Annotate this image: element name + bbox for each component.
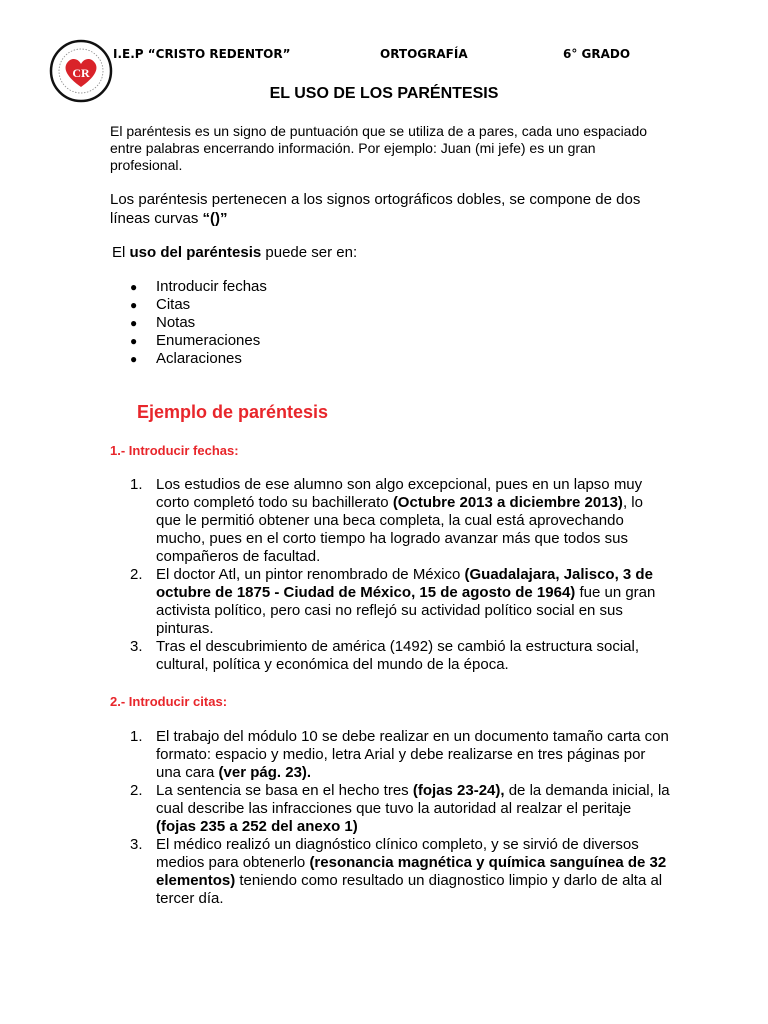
bullet-icon: ● <box>130 352 138 366</box>
list-item-text: La sentencia se basa en el hecho tres <box>156 782 413 799</box>
list-item <box>130 782 670 836</box>
list-item-label: Enumeraciones <box>156 332 261 349</box>
list-item-number: 1. <box>130 728 143 745</box>
list-item-bold-text: (ver pág. 23). <box>218 764 312 781</box>
list-item-bold-text: (fojas 235 a 252 del anexo 1) <box>156 818 358 835</box>
list-item <box>130 476 670 566</box>
list-item <box>130 332 267 350</box>
intro-paragraph-2-bold: “()” <box>198 210 228 227</box>
intro-p3-before: El <box>112 244 130 261</box>
list-item-label: Introducir fechas <box>156 278 267 295</box>
list-item-label: Citas <box>156 296 191 313</box>
list-item-bold-text: (Octubre 2013 a diciembre 2013) <box>392 494 623 511</box>
list-item <box>130 566 670 638</box>
page-title: EL USO DE LOS PARÉNTESIS <box>269 85 499 102</box>
list-item-text: teniendo como resultado un diagnostico limpio y darlo de alta al tercer día. <box>156 872 663 907</box>
examples-heading: Ejemplo de paréntesis <box>137 402 329 422</box>
intro-paragraph-2 <box>110 190 670 228</box>
list-item-text: fue un gran activista político, pero casi no reflejó su actividad político social en sus pinturas. <box>156 584 656 637</box>
school-name: I.E.P “CRISTO REDENTOR” <box>113 47 291 61</box>
grade-label: 6° GRADO <box>563 47 631 61</box>
section-heading-citations: 2.- Introducir citas: <box>110 694 228 709</box>
list-item-number: 3. <box>130 836 143 853</box>
logo-letters: CR <box>72 66 90 80</box>
intro-paragraph-3 <box>112 243 357 262</box>
list-item-text: Los estudios de ese alumno son algo excepcional, pues en un lapso muy corto completó todo su bachillerato <box>156 476 643 511</box>
list-item-text: , lo que le permitió obtener una beca completa, la cual está aprovechando mucho, pues en el corto tiempo ha logrado avanzar más que todos sus compañeros de facultad. <box>156 494 643 565</box>
list-item-text: de la demanda inicial, la cual describe las infracciones que tuvo la autoridad al realzar el peritaje <box>156 782 670 817</box>
bullet-icon: ● <box>130 316 138 330</box>
bullet-icon: ● <box>130 280 138 294</box>
list-item-label: Notas <box>156 314 196 331</box>
list-item-number: 2. <box>130 566 143 583</box>
subject-label: ORTOGRAFÍA <box>380 47 468 61</box>
section-heading-dates: 1.- Introducir fechas: <box>110 443 239 458</box>
list-item <box>130 296 267 314</box>
list-item-number: 3. <box>130 638 143 655</box>
list-item <box>130 350 267 368</box>
intro-p3-after: puede ser en: <box>261 244 358 261</box>
list-item-text: Tras el descubrimiento de américa (1492) se cambió la estructura social, cultural, política y económica del mundo de la época. <box>156 638 639 673</box>
list-item-number: 2. <box>130 782 143 799</box>
list-item-label: Aclaraciones <box>156 350 242 367</box>
bullet-icon: ● <box>130 298 138 312</box>
list-item-text: El médico realizó un diagnóstico clínico completo, y se sirvió de diversos medios para obtenerlo <box>156 836 639 871</box>
list-item-bold-text: (fojas 23-24), <box>412 782 505 799</box>
uses-list <box>130 278 267 368</box>
list-item-number: 1. <box>130 476 143 493</box>
dates-examples-list <box>130 476 670 674</box>
list-item-bold-text: (Guadalajara, Jalisco, 3 de octubre de 1875 - Ciudad de México, 15 de agosto de 1964) <box>156 566 653 601</box>
list-item <box>130 638 670 674</box>
citations-examples-list <box>130 728 670 908</box>
bullet-icon: ● <box>130 334 138 348</box>
list-item-text: El doctor Atl, un pintor renombrado de México <box>156 566 465 583</box>
intro-p3-bold: uso del paréntesis <box>129 244 262 261</box>
list-item-bold-text: (resonancia magnética y química sanguínea de 32 elementos) <box>156 854 667 889</box>
intro-paragraph-1: El paréntesis es un signo de puntuación que se utiliza de a pares, cada uno espaciado entre palabras encerrando información. Por ejemplo: Juan (mi jefe) es un gran profesional. <box>110 123 648 173</box>
intro-paragraph-2-text: Los paréntesis pertenecen a los signos ortográficos dobles, se compone de dos líneas curvas <box>110 191 641 227</box>
list-item <box>130 314 267 332</box>
list-item <box>130 728 670 782</box>
list-item <box>130 278 267 296</box>
list-item <box>130 836 670 908</box>
list-item-text: El trabajo del módulo 10 se debe realizar en un documento tamaño carta con formato: espacio y medio, letra Arial y debe realizarse en tres páginas por una cara <box>156 728 669 781</box>
